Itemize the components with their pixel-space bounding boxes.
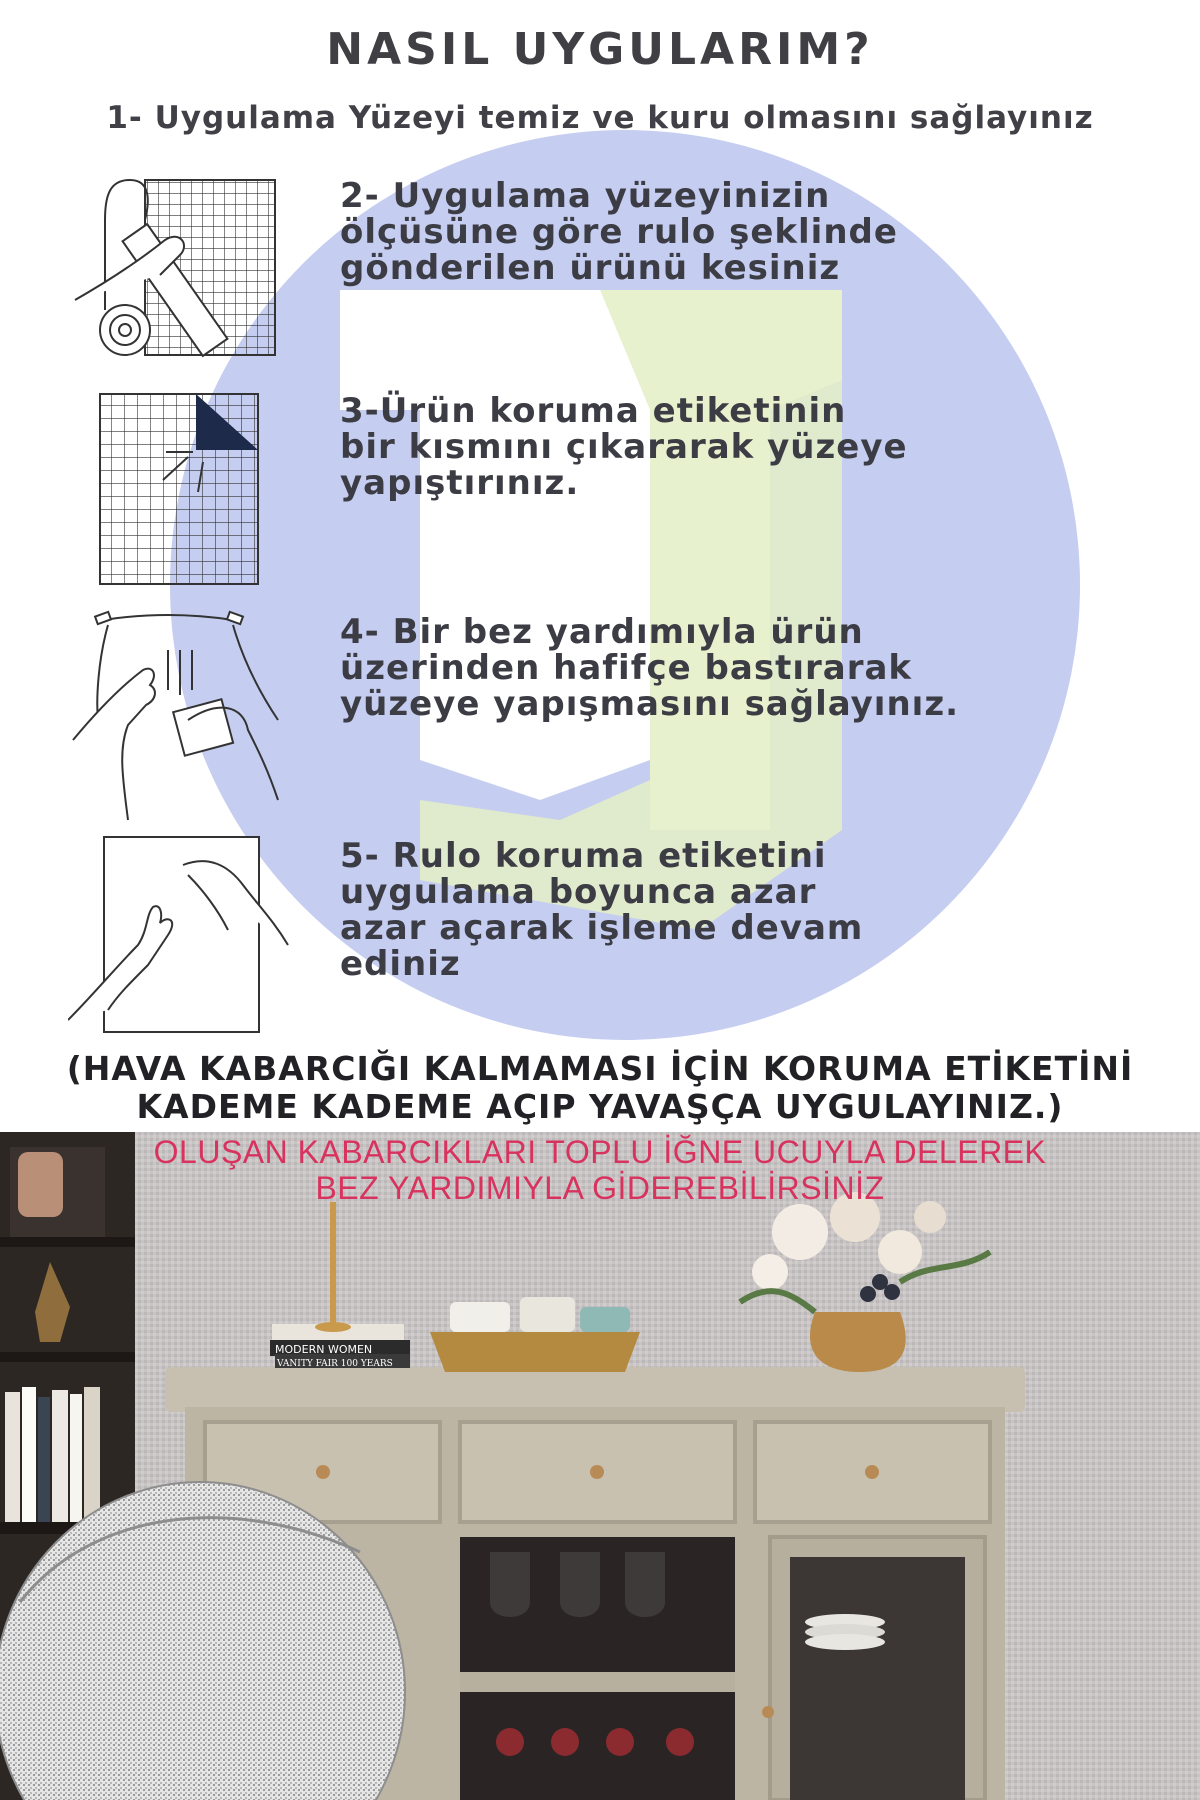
step-1-text: 1- Uygulama Yüzeyi temiz ve kuru olmasını sağlayınız: [106, 100, 1094, 136]
unroll-hands-icon: [68, 835, 293, 1035]
step-2-text: 2- Uygulama yüzeyinizin ölçüsüne göre rulo şeklinde gönderilen ürünü kesiniz: [340, 176, 898, 288]
ruler-cut-icon: [70, 160, 290, 360]
press-cloth-icon: [68, 610, 283, 830]
step-4-text: 4- Bir bez yardımıyla ürün üzerinden hafifçe bastırarak yüzeye yapışmasını sağlayınız.: [340, 612, 960, 724]
warning-text: (HAVA KABARCIĞI KALMAMASI İÇİN KORUMA ETİKETİNİ KADEME KADEME AÇIP YAVAŞÇA UYGULAYINIZ.): [66, 1049, 1134, 1126]
book-label-1: MODERN WOMEN: [275, 1343, 373, 1356]
product-photo: [0, 1132, 1200, 1800]
step-5-text: 5- Rulo koruma etiketini uygulama boyunca azar azar açarak işleme devam ediniz: [340, 836, 864, 984]
page-title: NASIL UYGULARIM?: [326, 24, 874, 75]
step-3-text: 3-Ürün koruma etiketinin bir kısmını çıkararak yüzeye yapıştırınız.: [340, 391, 908, 503]
peel-corner-icon: [98, 392, 263, 587]
bubble-removal-note: OLUŞAN KABARCIKLARI TOPLU İĞNE UCUYLA DELEREK BEZ YARDIMIYLA GİDEREBİLİRSİNİZ: [153, 1134, 1047, 1206]
book-label-2: VANITY FAIR 100 YEARS: [277, 1359, 393, 1369]
